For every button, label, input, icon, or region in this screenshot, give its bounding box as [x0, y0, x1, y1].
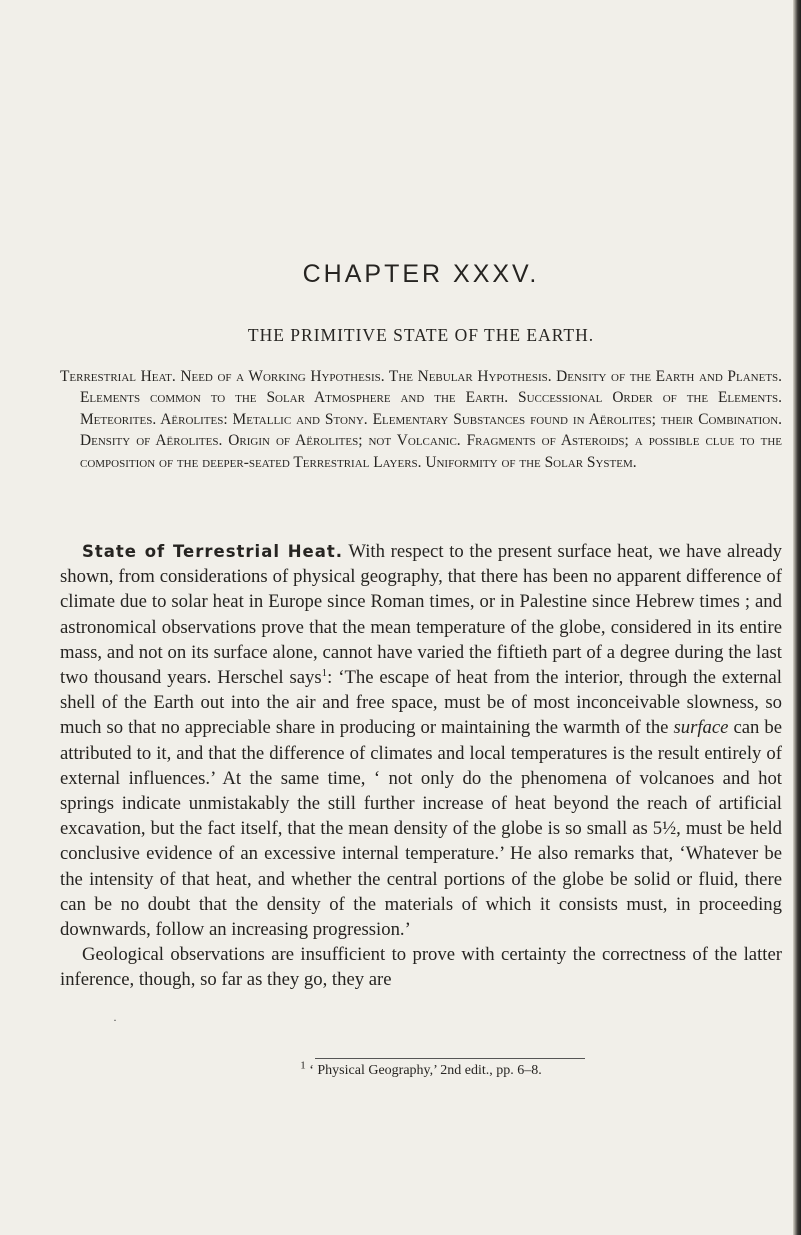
footnote-number: 1: [300, 1059, 306, 1072]
footnote-rule: [315, 1058, 585, 1059]
chapter-summary: Terrestrial Heat. Need of a Working Hypothesis. The Nebular Hypothesis. Density of the Earth and Planets. Elements common to the Solar Atmosphere and the Earth. Successional Order of the Elements. Meteorites. Aërolites: Metallic and Stony. Elementary Substances found in Aërolites; their Combination. Density of Aërolites. Origin of Aërolites; not Volcanic. Fragments of Asteroids; a possible clue to the composition of the deeper-seated Terrestrial Layers. Uniformity of the Solar System.: [60, 368, 782, 471]
body-text: [60, 539, 782, 993]
run-in-heading: State of Terrestrial Heat.: [82, 542, 344, 561]
page-edge: [793, 0, 801, 1235]
margin-mark: ·: [113, 1013, 117, 1027]
chapter-subtitle: THE PRIMITIVE STATE OF THE EARTH.: [247, 325, 595, 345]
italic-word: surface: [673, 717, 729, 739]
book-page: [60, 0, 782, 1235]
paragraph-1-part-a: With respect to the present surface heat, we have already shown, from considerations of physical geography, that there has been no apparent difference of climate due to solar heat in Europe since Roman times, or in Palestine since Hebrew times ; and astronomical observations prove that the mean temperature of the globe, considered in its entire mass, and not on its surface alone, cannot have varied the fiftieth part of a degree during the last two thousand years. Herschel says: [60, 541, 782, 689]
paragraph-2: Geological observations are insufficient to prove with certainty the correctness of the latter inference, though, so far as they go, they are: [60, 944, 782, 991]
paragraph-1-part-b: : ‘The escape of heat from the interior, through the external shell of the Earth out into the air and free space, must be of most inconceivable slowness, so much so that no appreciable share in producing or maintaining the warmth of the: [60, 667, 782, 739]
footnote-reference: 1: [321, 666, 328, 679]
paragraph-1-part-c: can be attributed to it, and that the difference of climates and local temperatures is the result entirely of external influences.’ At the same time, ‘ not only do the phenomena of volcanoes and hot springs indicate unmistakably the still further increase of heat beyond the reach of artificial excavation, but the fact itself, that the mean density of the globe is so small as 5½, must be held conclusive evidence of an excessive internal temperature.’ He also remarks that, ‘Whatever be the intensity of that heat, and whether the central portions of the globe be solid or fluid, there can be no doubt that the density of the materials of which it consists must, in proceeding downwards, follow an increasing progression.’: [60, 717, 782, 941]
footnote: [60, 1059, 782, 1079]
chapter-title: CHAPTER XXXV.: [302, 260, 540, 288]
footnote-text: ‘ Physical Geography,’ 2nd edit., pp. 6–8.: [305, 1063, 542, 1078]
paragraph-1: [60, 539, 782, 942]
